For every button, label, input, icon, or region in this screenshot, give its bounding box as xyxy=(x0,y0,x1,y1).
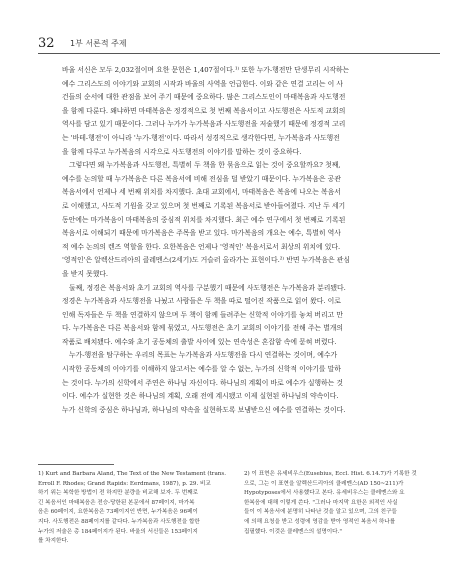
footnote-2 xyxy=(244,470,438,547)
text-line: 역사를 담고 있기 때문이다. 그러나 누가가 누가복음과 사도행전을 저술했기 때문에 정경적 고리 xyxy=(62,120,346,129)
footnote-1 xyxy=(38,470,232,547)
footnote-line: 한복음에 대해 이렇게 쓴다. "그러나 마지막 요한은 외적인 사실 xyxy=(244,499,398,506)
text-line: 작품로 배치됐다. 예수와 초기 공동체의 출발 사이에 있는 연속성은 혼잡함 속에 묻혀 버렸다. xyxy=(62,337,337,346)
footnote-line: 들이 이 복음서에 분명히 나타난 것을 알고 있으며, 그의 친구들 xyxy=(244,509,397,516)
footnote-line: 하기 위는 복학한 방법이 전 하지만 분량을 비교해 보자. 두 번째로 xyxy=(38,490,199,497)
footnote-line: 집필했다. 이것은 클레멘스의 설명이다." xyxy=(244,528,342,535)
footnote-line: 2) 이 표현은 유세비우스(Eusebius, Eccl. Hist. 6.14.7)가 기록한 것 xyxy=(244,471,417,477)
text-line: 인해 독자들은 두 책을 연결하지 않으며 두 책이 함께 들려주는 신학적 이야기를 놓쳐 버리고 만 xyxy=(62,310,344,319)
footnote-line: 를 차지한다. xyxy=(38,538,69,545)
text-line: 복음서로 이해되기 때문에 마가복음은 주목을 받고 있다. 마가복음의 개요는 예수, 특별히 역사 xyxy=(62,229,341,238)
body-paragraph xyxy=(62,282,438,350)
footnote-rule xyxy=(38,464,114,465)
text-line: 그렇다면 왜 누가복음과 사도행전, 특별히 두 책을 한 묶음으로 읽는 것이 중요할까요? 첫째, xyxy=(69,161,341,170)
text-line: 이다. 예수가 실현한 것은 하나님의 계획, 오래 전에 계시됐고 이제 실현된 하나님의 약속이다. xyxy=(62,392,339,401)
body-paragraph xyxy=(62,159,438,281)
footnote-line: 긴 복음서인 마태복음은 전승-당한된 본문에서 87페이지, 마가복 xyxy=(38,499,195,506)
text-line: 로 이해했고, 사도적 기원을 갖고 있으며 첫 번째로 기록된 복음서로 받아들여졌다. 지난 두 세기 xyxy=(62,201,346,210)
footnote-line: 1) Kurt and Barbara Aland, The Text of the New Testament (trans. xyxy=(38,471,227,477)
text-line: 정경은 누가복음과 사도행전을 나눴고 사람들은 두 책을 따로 떨어진 작품으로 읽어 왔다. 이로 xyxy=(62,297,341,306)
text-line: 동안에는 마가복음이 마태복음의 중심적 위치를 차지했다. 최근 예수 연구에서 첫 번째로 기록된 xyxy=(62,215,346,224)
text-line: 다. 누가복음은 다른 복음서와 함께 묶였고, 사도행전은 초기 교회의 이야기를 전해 주는 별개의 xyxy=(62,324,344,333)
footnote-line: 지다. 사도행전은 88페이지를 같다다. 누가복음과 사도행전을 합한 xyxy=(38,518,200,525)
text-line: 누가 신학의 중심은 하나님과, 하나님의 약속을 실현하도록 보냄받으신 예수를 연결하는 것이다. xyxy=(62,405,346,414)
text-line: 복음서에서 언제나 세 번째 위치를 차지했다. 초대 교회에서, 마태복음은 복음에 나오는 복음서 xyxy=(62,188,341,197)
running-head: 1부 서론적 주제 xyxy=(70,39,127,48)
text-line: 누가-행전을 탐구하는 우리의 목표는 누가복음과 사도행전을 다시 연결하는 것이며, 예수가 xyxy=(69,351,338,360)
body-paragraph xyxy=(62,64,438,159)
text-line: 건들의 순서에 대한 관점을 보여 주기 때문에 중요하다. 많은 그리스도인이 마태복음과 사도행전 xyxy=(62,93,346,102)
footnote-line: Hypotyposes에서 사용했다고 본다. 유세비우스는 클레멘스와 요 xyxy=(244,490,405,497)
body-text xyxy=(62,64,438,417)
text-line: 시작한 공동체의 이야기를 이해하지 않고서는 예수를 알 수 없는, 누가의 신학적 이야기를 말하 xyxy=(62,365,341,374)
footnote-line: 음은 60페이지, 요한복음은 73페이지인 반면, 누가복음은 96페이 xyxy=(38,509,198,516)
footnote-line: 누가의 저술은 총 184페이지가 된다. 바울의 서신들은 153페이지 xyxy=(38,528,198,535)
header-rule xyxy=(38,53,440,54)
page-number: 32 xyxy=(38,36,55,51)
text-line: 둘째, 정경은 복음서와 초기 교회의 역사를 구분했기 때문에 사도행전은 누가복음과 분리됐다. xyxy=(69,283,346,292)
footnote-area xyxy=(38,464,438,547)
footnotes xyxy=(38,470,438,547)
text-line: 는 것이다. 누가의 신학에서 주연은 하나님 자신이다. 하나님의 계획이 바로 예수가 실행하는 것 xyxy=(62,378,344,387)
text-line: 는 '바테-행전'이 아니라 '누가-행전'이다. 따라서 성경적으로 생각한다면, 누가복음과 사도행전 xyxy=(62,133,340,142)
footnote-line: Erroll F. Rhodes; Grand Rapids: Eerdmans, 1987), p. 29. 비교 xyxy=(38,480,211,487)
text-line: 을 받지 못했다. xyxy=(62,269,109,278)
footnote-line: 으로, 그는 이 표현을 알렉산드리아의 클레멘스(AD 150~211)가 xyxy=(244,480,404,487)
text-line: 예수 그리스도의 이야기와 교회의 시작과 바울의 사역을 언급한다. 이와 같은 연결 고리는 이 사 xyxy=(62,79,344,88)
text-line: 바울 서신은 모두 2,032절이며 요한 문헌은 1,407절이다.¹⁾ 또한 누가-행전만 단생무리 시작하는 xyxy=(62,66,350,74)
text-line: 을 함께 다룬다. 왜냐하면 마태복음은 정경적으로 첫 번째 복음서이고 사도행전은 사도적 교회의 xyxy=(62,106,346,115)
footnote-line: 에 의해 요청을 받고 성령에 영감을 받아 영적인 복음서 하나를 xyxy=(244,518,396,525)
body-paragraph xyxy=(62,349,438,417)
page-header xyxy=(38,36,440,54)
text-line: 을 함께 다루고 누가복음의 시각으로 사도행전의 이야기를 말하는 것이 중요하다. xyxy=(62,147,302,156)
text-line: 적 예수 논의의 렌즈 역할을 한다. 요한복음은 언제나 '영적인' 복음서로서 최상의 위치에 있다. xyxy=(62,242,341,251)
text-line: '영적인'은 알렉산드리아의 클레멘스(2세기)도 거슬러 올라가는 표현이다.²⁾ 반면 누가복음은 관심 xyxy=(62,256,350,265)
text-line: 예수를 논의할 때 누가복음은 다른 복음서에 비해 전심을 덜 받았기 때문이다. 누가복음은 공관 xyxy=(62,174,341,183)
